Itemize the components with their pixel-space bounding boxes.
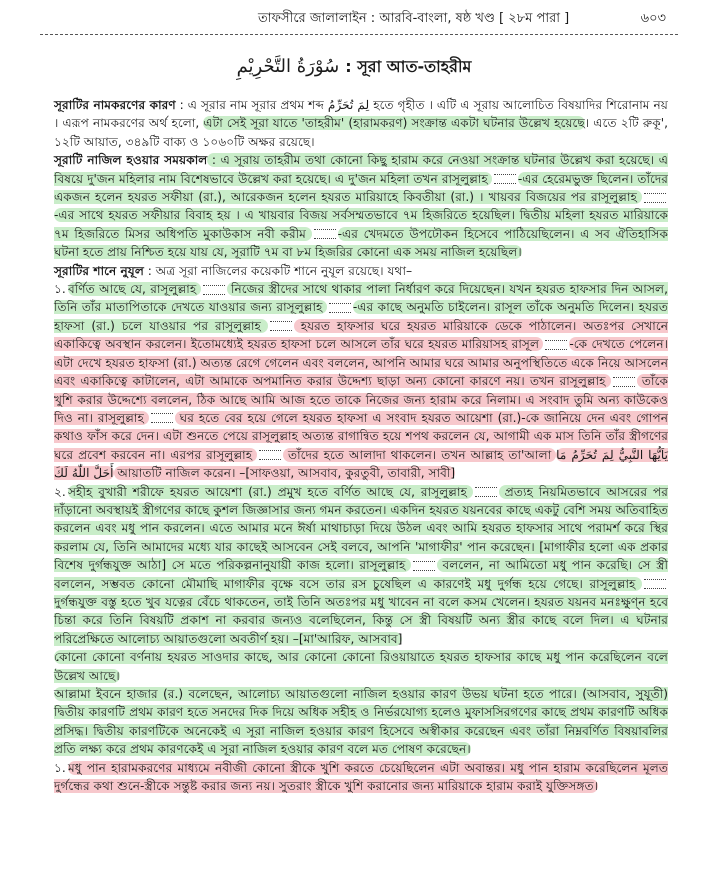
salutation-icon: [314, 229, 336, 239]
naming-paragraph: [54, 96, 668, 151]
note1-text: কোনো কোনো বর্ণনায় হযরত সাওদার কাছে, আর কোনো কোনো রিওয়ায়াতে হযরত হাফসার কাছে মধু পান করেছিলেন বলে উল্লেখ আছে।: [54, 650, 668, 683]
running-header: [40, 8, 678, 35]
revelation-text-2: -এর হেরেমভুক্ত ছিলেন। তাঁদের একজন হলেন হযরত সফীয়া (রা.), আরেকজন হলেন হযরত মারিয়াহে কিবতীয়া (রা.) । খায়বর বিজয়ের পর রাসূলুল্লাহ: [54, 171, 668, 205]
occasion-text: : অত্র সূরা নাজিলের কয়েকটি শানে নুযূল রয়েছে। যথা–: [143, 263, 413, 278]
item1-text-3: -এর কাছে অনুমতি চাইলেন। রাসূল তাঁকে অনুমতি দিলেন। হযরত হাফসা (রা.) চলে যাওয়ার পর রাসূলুল্লাহ: [54, 300, 668, 333]
item1-text-9: আয়াতটি নাজিল করেন। –[সাফওয়া, আসবাব, কুরতুবী, তাবারী, সাবী]: [113, 466, 456, 481]
surah-title: [0, 58, 708, 76]
surah-bengali-title: : সূরা আত-তাহরীম: [345, 57, 472, 76]
item2-text-1: সহীহ বুখারী শরীফে হযরত আয়েশা (রা.) প্রমুখ হতে বর্ণিত আছে যে, রাসূলুল্লাহ: [68, 484, 473, 499]
item1-text-8: তাঁদের হতে আলাদা থাকলেন। তখন আল্লাহ তা'আলা: [283, 447, 557, 462]
salutation-icon: [644, 579, 666, 589]
item1-text-4: হযরত হাফসার ঘরে হযরত মারিয়াকে ডেকে পাঠালেন। অতঃপর সেখানে একাকিত্বে অবস্থান করলেন। ইতোমধ্যেই হযরত হাফসা চলে আসলে তাঁর ঘরে হযরত মারিয়াসহ রাসূল: [54, 318, 668, 352]
naming-highlight: এটা সেই সূরা যাতে 'তাহরীম' (হারামকরণ) সংক্রান্ত একটা ঘটনার উল্লেখ হয়েছে: [203, 116, 585, 131]
salutation-icon: [413, 561, 435, 571]
salutation-icon: [270, 321, 292, 331]
salutation-icon: [494, 174, 516, 184]
item-number: ১.: [54, 282, 66, 297]
item3-text: মধু পান হারামকরণের মাধ্যমে নবীজী কোনো স্ত্রীকে খুশি করতে চেয়েছিলেন এটা অবান্তর। মধু পান হারাম করেছিলেন মূলত দুর্গন্ধের কথা শুনে-স্ত্রীকে সন্তুষ্ট করার জন্য নয়। সুতরাং স্ত্রীকে খুশি করানোর জন্য মারিয়াকে হারাম করাই যুক্তিসঙ্গত।: [54, 760, 668, 794]
item2-text-4: দুর্গন্ধযুক্ত বস্তু হতে খুব যত্নের বেঁচে থাকতেন, তাই তিনি অতঃপর মধু খাবেন না বলে কসম খেলেন। হযরত যয়নব মনঃক্ষুণ্ন হবে চিন্তা করে তিনি বিষয়টি প্রকাশ না করবার জন্যও বলেছিলেন, কিন্তু সে স্ত্রী বিষয়টি অন্য স্ত্রীর কাছে বলে দিল। এ ঘটনার পরিপ্রেক্ষিতে আলোচ্য আয়াতগুলো অবতীর্ণ হয়। –[মা'আরিফ, আসবাব]: [54, 594, 668, 646]
note-paragraph-2: [54, 685, 668, 759]
item-number: ২.: [54, 484, 66, 499]
salutation-icon: [203, 285, 225, 295]
note-paragraph-1: [54, 648, 668, 685]
surah-arabic-title: سُوْرَةُ التَّحْرِيْمِ: [236, 56, 340, 77]
salutation-icon: [545, 340, 567, 350]
item1-text-6: তাঁকে খুশি করার উদ্দেশ্যে বললেন, ঠিক আছে আমি আজ হতে তাকে নিজের জন্য হারাম করে নিলাম। এ সংবাদ তুমি অন্য কাউকেও দিও না। রাসূলুল্লাহ: [54, 374, 668, 425]
item1-text-1: বর্ণিত আছে যে, রাসূলুল্লাহ: [68, 282, 201, 297]
naming-text-1: : এ সূরার নাম সূরার প্রথম শব্দ: [175, 98, 328, 112]
item2-text-2: প্রত্যহ নিয়মিতভাবে আসরের পর দাঁড়ানো অবস্থায়ই স্ত্রীগণের কাছে কুশল জিজ্ঞাসার জন্য গমন করতেন। একদিন হযরত যয়নবের কাছে একটু বেশি সময় অতিবাহিত করলেন এবং মধু পান করলেন। এতে আমার মনে ঈর্ষা মাথাচাড়া দিয়ে উঠল এবং আমি হযরত হাফসার সাথে পরামর্শ করে স্থির করলাম যে, তিনি আমাদের মধ্যে যার কাছেই আসবেন সেই বলবে, আপনি 'মাগাফীর' পান করেছেন। [মাগাফীর হলো এক প্রকার বিশেষ দুর্গন্ধযুক্ত আঠা] সে মতে পরিকল্পনানুযায়ী কাজ হলো। রাসূলুল্লাহ: [54, 484, 668, 573]
occasion-item-2: [54, 483, 668, 649]
salutation-icon: [644, 193, 666, 203]
reason-item-1: [54, 759, 668, 796]
salutation-icon: [151, 413, 173, 423]
revelation-text-1: : এ সূরায় তাহরীম তথা কোনো কিছু হারাম করে নেওয়া সংক্রান্ত ঘটনার উল্লেখ করা হয়েছে। এ বিষয়ে দু'জন মহিলার নাম বিশেষভাবে উল্লেখ করা হয়েছে। এ দু'জন মহিলা তখন রাসূলুল্লাহ: [54, 153, 668, 186]
main-content: [54, 96, 668, 795]
salutation-icon: [259, 450, 281, 460]
naming-text-2: হতে গৃহীত । এটি এ সূরায় আলোচিত বিষয়াদির শিরোনাম নয় । এরূপ নামকরণের অর্থ হলো,: [54, 98, 668, 131]
item1-text-2: নিজের স্ত্রীদের সাথে থাকার পালা নির্ধারণ করে দিয়েছেন। যখন হযরত হাফসার দিন আসল, তিনি তাঁর মাতাপিতাকে দেখতে যাওয়ার জন্য রাসূলুল্লাহ: [54, 282, 668, 315]
revelation-text-4: -এর খেদমতে উপঢৌকন হিসেবে পাঠিয়েছিলেন। এ সব ঐতিহাসিক ঘটনা হতে প্রায় নিশ্চিত হয়ে যায় যে, সূরাটি ৭ম বা ৮ম হিজরির কোনো এক সময় নাজিল হয়েছিল।: [54, 226, 668, 260]
revelation-text-3: -এর সাথে হযরত সফীয়ার বিবাহ হয় । এ খায়বার বিজয় সর্বসম্মতভাবে ৭ম হিজরিতে হয়েছিল। দ্বিতীয় মহিলা হযরত মারিয়াকে ৭ম হিজরিতে মিসর অধিপতি মুকাউকাস নবী করীম: [54, 208, 668, 241]
item2-text-3: বললেন, না আমিতো মধু পান করেছি। সে স্ত্রী বললেন, সম্ভবত কোনো মৌমাছি মাগাফীর বৃক্ষে বসে তার রস চুষেছিল এ কারণেই মধু দুর্গন্ধ হয়ে গেছে। রাসূলুল্লাহ: [54, 558, 668, 591]
item1-text-7: ঘর হতে বের হয়ে গেলে হযরত হাফসা এ সংবাদ হযরত আয়েশা (রা.)-কে জানিয়ে দেন এবং গোপন কথাও ফাঁস করে দেন। এটা শুনতে পেয়ে রাসূলুল্লাহ অত্যন্ত রাগান্বিত হয়ে শপথ করলেন যে, আগামী এক মাস তিনি তাঁর স্ত্রীগণের ঘরে প্রবেশ করবেন না। এরপর রাসূলুল্লাহ: [54, 410, 668, 462]
naming-arabic: لِمَ تُحَرِّمُ: [327, 98, 370, 112]
occasion-label: সূরাটির শানে নুযূল: [54, 263, 144, 278]
note2-text: আল্লামা ইবনে হাজার (র.) বলেছেন, আলোচ্য আয়াতগুলো নাজিল হওয়ার কারণ উভয় ঘটনা হতে পারে। (আসবাব, সুযূতী) দ্বিতীয় কারণটি প্রথম কারণ হতে সনদের দিক দিয়ে অধিক সহীহ ও নির্ভরযোগ্য হলেও মুফাসসিরগণের কাছে প্রথম কারণটি অধিক প্রসিদ্ধ। দ্বিতীয় কারণটিকে অনেকেই এ সূরা নাজিল হওয়ার কারণ হিসেবে অস্বীকার করেছেন এবং তাঁরা নিম্নবর্ণিত বিষয়াবলির প্রতি লক্ষ্য করে প্রথম কারণকেই এ সূরা নাজিল হওয়ার কারণ বলে মত পোষণ করেছেন।: [54, 687, 668, 757]
occasion-item-1: [54, 280, 668, 482]
item-number: ১.: [54, 760, 66, 775]
header-title: তাফসীরে জালালাইন : আরবি-বাংলা, ষষ্ঠ খণ্ড [ ২৮ম পারা ]: [258, 11, 570, 26]
item1-text-5: -কে দেখতে পেলেন। এটা দেখে হযরত হাফসা (রা.) অত্যন্ত রেগে গেলেন এবং বললেন, আপনি আমার ঘরে আমার অনুপস্থিতিতে একে নিয়ে আসলেন এবং একাকিত্বে কাটালেন, এটা আমাকে অপমানিত করার উদ্দেশ্য ছাড়া অন্য কোনো কারণে নয়। তখন রাসূলুল্লাহ: [54, 337, 668, 389]
salutation-icon: [329, 303, 351, 313]
salutation-icon: [613, 377, 635, 387]
page-number: ৬০৩: [640, 11, 666, 26]
occasion-paragraph: [54, 262, 668, 280]
naming-label: সূরাটির নামকরণের কারণ: [54, 98, 176, 112]
salutation-icon: [475, 487, 497, 497]
revelation-time-paragraph: [54, 151, 668, 261]
naming-text-3: । এতে ২টি রুকূ', ১২টি আয়াত, ৩৪৯টি বাক্য ও ১০৬০টি অক্ষর রয়েছে।: [54, 116, 668, 149]
revelation-time-label: সূরাটি নাজিল হওয়ার সময়কাল: [54, 153, 208, 168]
item1-arabic-verse: يَاَيُّهَا النَّبِيُّ لِمَ تُحَرِّمُ مَا أَحَلَّ اللّٰهُ لَكَ: [54, 447, 668, 481]
